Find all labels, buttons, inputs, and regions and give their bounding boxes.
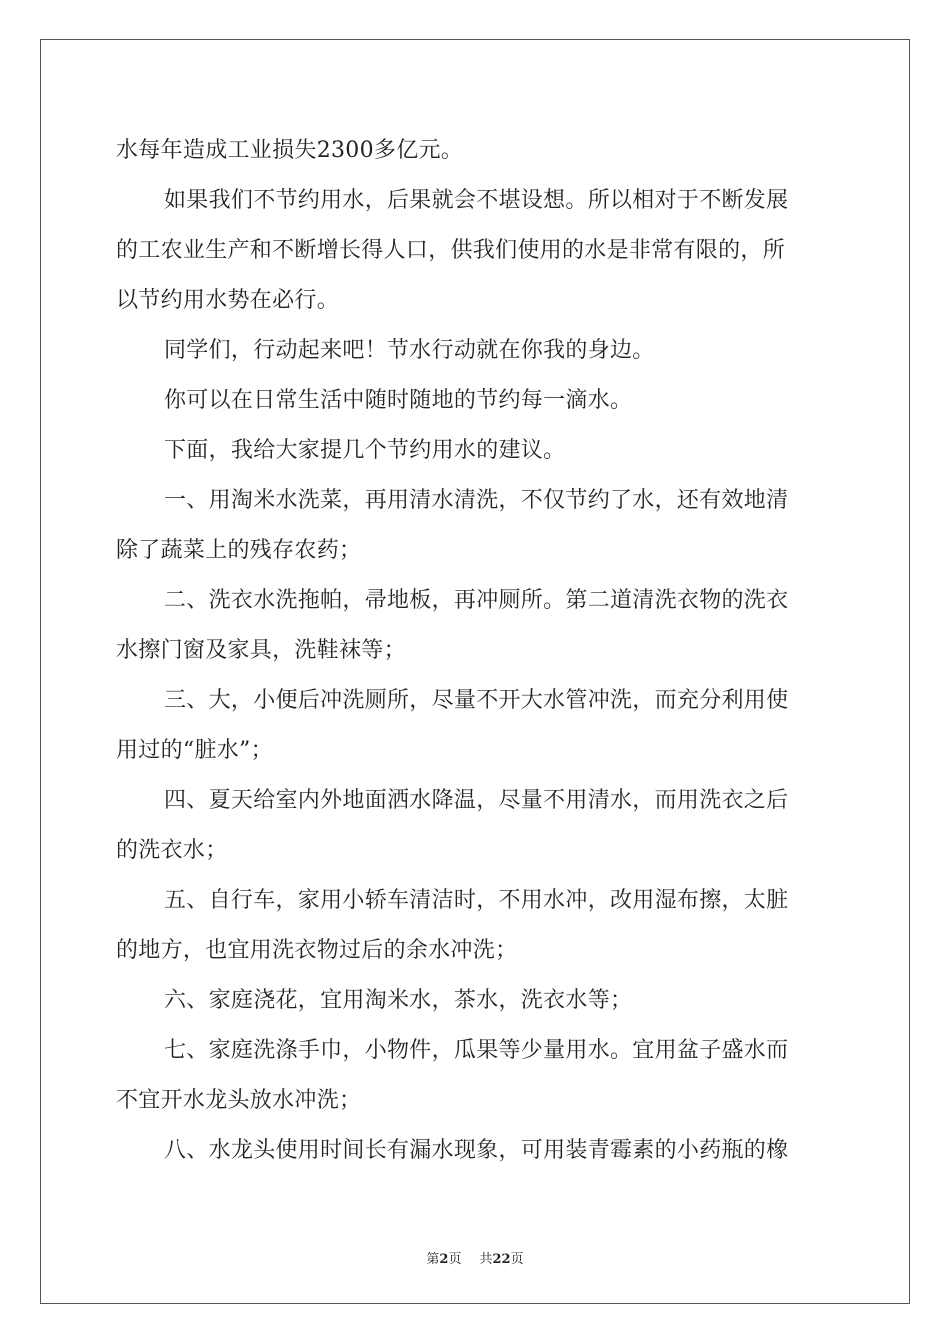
text-line: 水擦门窗及家具，洗鞋袜等； [116,638,406,663]
text-line: 一、用淘米水洗菜，再用清水清洗，不仅节约了水，还有效地清 [164,488,789,513]
text-line: 三、大，小便后冲洗厕所，尽量不开大水管冲洗，而充分利用使 [164,688,789,713]
text-line: 如果我们不节约用水，后果就会不堪设想。所以相对于不断发展 [164,188,789,213]
document-body [116,126,834,1176]
text-line: 用过的“脏水”； [116,738,273,763]
total-pages: 共22页 [479,1252,524,1267]
text-line: 五、自行车，家用小轿车清洁时，不用水冲，改用湿布擦，太脏 [164,888,789,913]
text-line: 不宜开水龙头放水冲洗； [116,1088,362,1113]
text-line: 下面，我给大家提几个节约用水的建议。 [164,438,566,463]
text-line: 同学们，行动起来吧！节水行动就在你我的身边。 [164,338,655,363]
text-line: 二、洗衣水洗拖帕，帚地板，再冲厕所。第二道清洗衣物的洗衣 [164,588,789,613]
text-line: 八、水龙头使用时间长有漏水现象，可用装青霉素的小药瓶的橡 [164,1138,789,1163]
text-line: 七、家庭洗涤手巾，小物件，瓜果等少量用水。宜用盆子盛水而 [164,1038,789,1063]
text-line: 的工农业生产和不断增长得人口，供我们使用的水是非常有限的，所 [116,238,786,263]
text-line: 你可以在日常生活中随时随地的节约每一滴水。 [164,388,633,413]
text-line: 水每年造成工业损失2300多亿元。 [116,138,464,163]
page-footer [0,1248,950,1267]
text-line: 除了蔬菜上的残存农药； [116,538,362,563]
text-line: 的洗衣水； [116,838,228,863]
text-line: 六、家庭浇花，宜用淘米水，茶水，洗衣水等； [164,988,633,1013]
page-number: 第2页 [426,1252,462,1267]
text-line: 以节约用水势在必行。 [116,288,340,313]
text-line: 四、夏天给室内外地面洒水降温，尽量不用清水，而用洗衣之后 [164,788,789,813]
text-line: 的地方，也宜用洗衣物过后的余水冲洗； [116,938,518,963]
